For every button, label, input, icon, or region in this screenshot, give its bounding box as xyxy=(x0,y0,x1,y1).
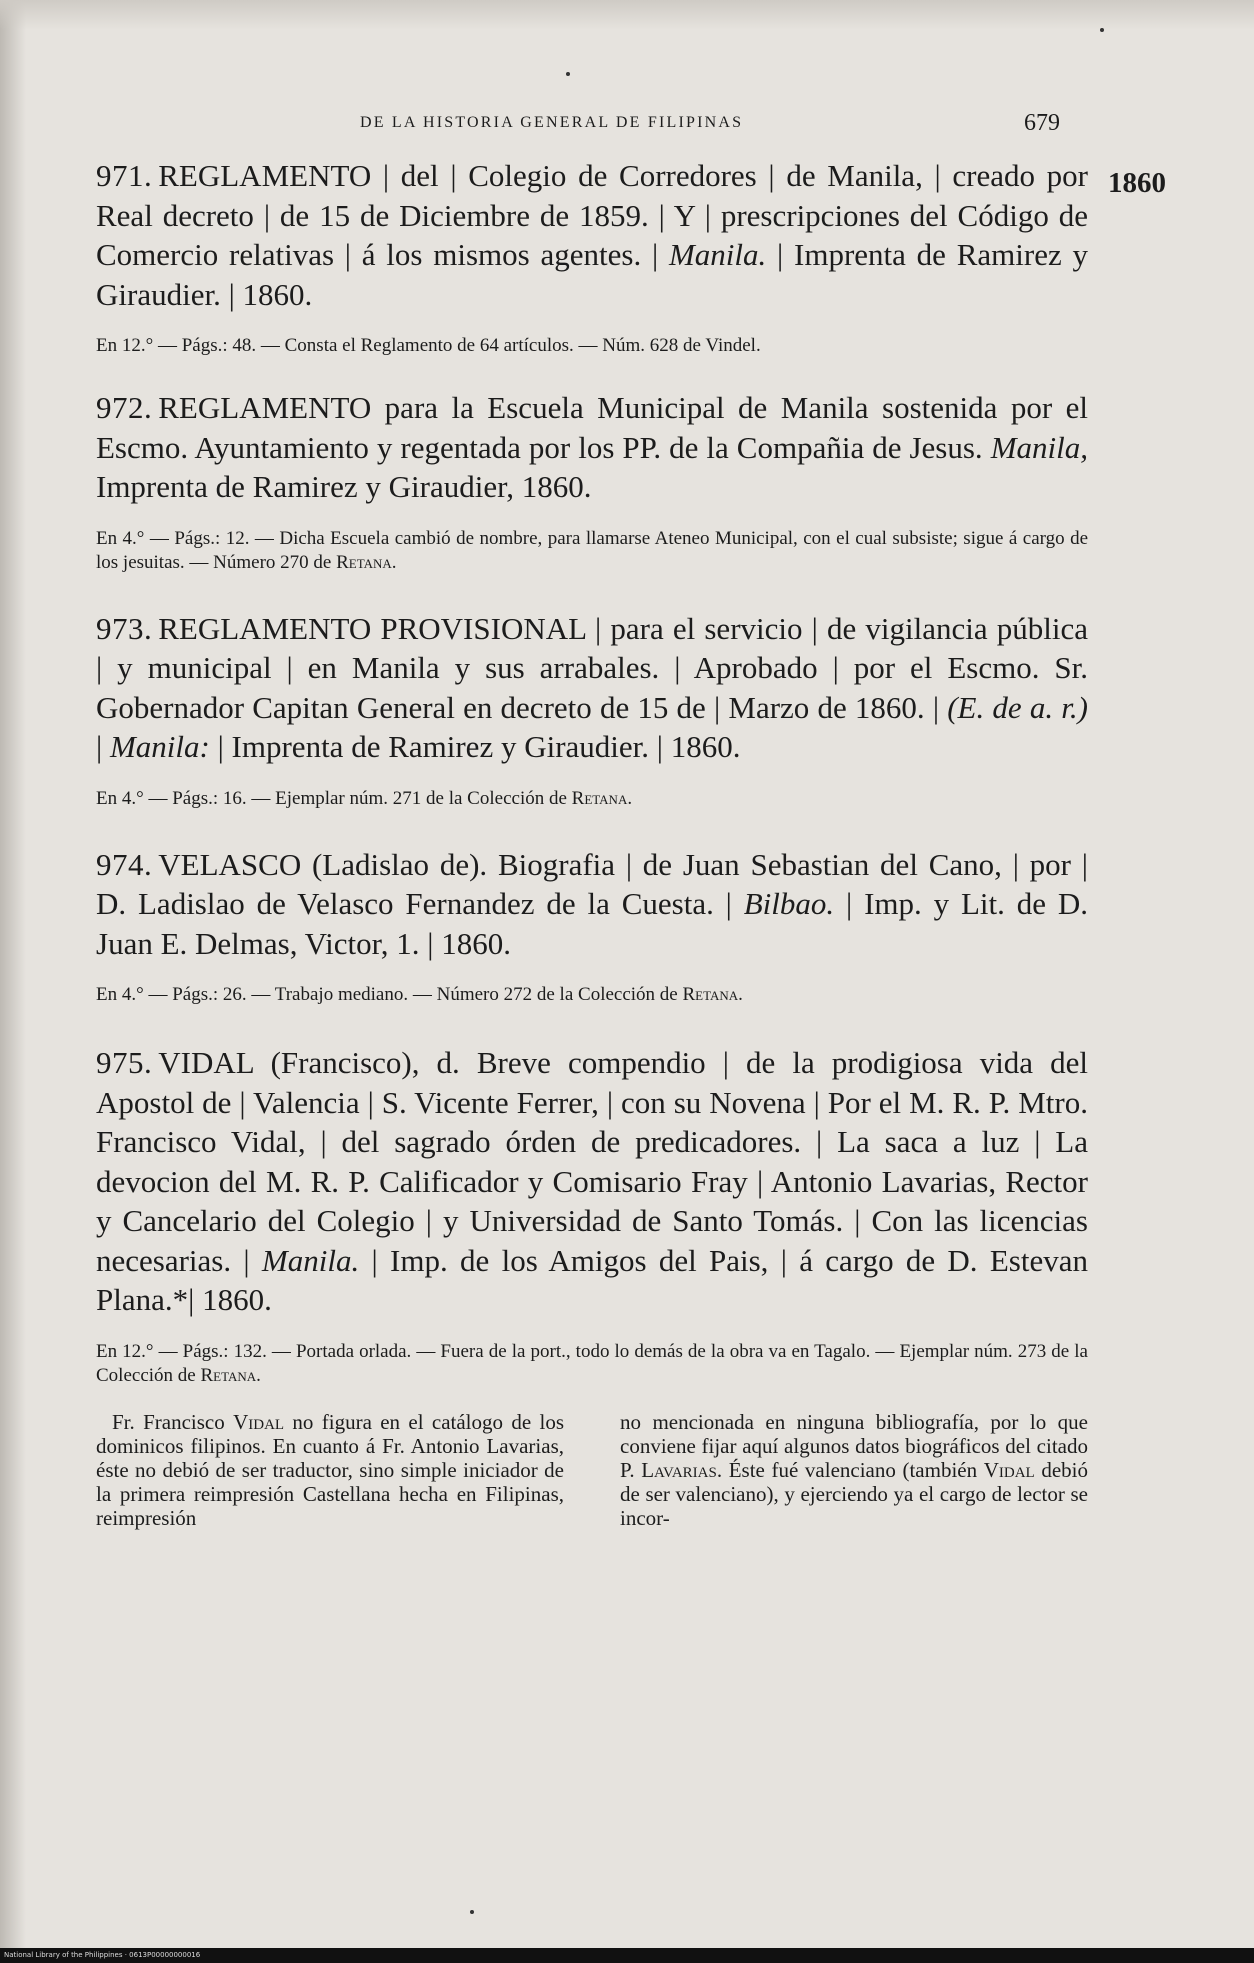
commentary-right-column: no mencionada en ninguna bibliografía, por lo que conviene fijar aquí algunos datos biográficos del citado P. Lavarias. Éste fué valenciano (también Vidal debió de ser valenciano), y ejerciendo ya el cargo de lector se incor- xyxy=(620,1409,1089,1530)
entry-number: 975. xyxy=(96,1045,153,1080)
entry-number: 972. xyxy=(96,390,153,425)
entry-971 xyxy=(96,156,1088,358)
entry-note: En 4.° — Págs.: 16. — Ejemplar núm. 271 de la Colección de Retana. xyxy=(96,787,633,809)
entry-note: En 12.° — Págs.: 132. — Portada orlada. — Fuera de la port., todo lo demás de la obra va en Tagalo. — Ejemplar núm. 273 de la Colección de Retana. xyxy=(96,1340,1088,1386)
page-top-shadow xyxy=(0,0,1254,30)
page-body xyxy=(96,156,1088,1530)
margin-year: 1860 xyxy=(1108,167,1166,199)
entry-main-text: 971. REGLAMENTO | del | Colegio de Corredores | de Manila, | creado por Real decreto | de 15 de Diciembre de 1859. | Y | prescripciones del Código de Comercio relativas | á los mismos agentes. | Manila. | Imprenta de Ramirez y Giraudier. | 1860. xyxy=(96,158,1088,312)
entry-973 xyxy=(96,609,1088,811)
entry-main-text: 972. REGLAMENTO para la Escuela Municipal de Manila sostenida por el Escmo. Ayuntamiento y regentada por los PP. de la Compañia de Jesus. Manila, Imprenta de Ramirez y Giraudier, 1860. xyxy=(96,390,1088,504)
entry-note: En 4.° — Págs.: 26. — Trabajo mediano. — Número 272 de la Colección de Retana. xyxy=(96,984,743,1005)
place-of-publication: Manila: xyxy=(109,729,210,764)
ink-speck xyxy=(566,72,570,76)
ink-speck xyxy=(470,1910,474,1914)
commentary-columns xyxy=(96,1410,1088,1530)
entry-number: 974. xyxy=(96,846,153,882)
entry-number: 971. xyxy=(96,158,153,193)
page-gutter-shadow xyxy=(0,0,26,1963)
entry-972 xyxy=(96,388,1088,575)
entry-975 xyxy=(96,1043,1088,1388)
entry-main-text: 973. REGLAMENTO PROVISIONAL | para el servicio | de vigilancia pública | y municipal | en Manila y sus arrabales. | Aprobado | por el Escmo. Sr. Gobernador Capitan General en decreto de 15 de | Marzo de 1860. | (E. de a. r.) | Manila: | Imprenta de Ramirez y Giraudier. | 1860. xyxy=(96,610,1088,764)
entry-note: En 12.° — Págs.: 48. — Consta el Reglamento de 64 artículos. — Núm. 628 de Vindel. xyxy=(96,335,761,356)
running-title: DE LA HISTORIA GENERAL DE FILIPINAS xyxy=(360,114,744,131)
entry-974 xyxy=(96,845,1088,1008)
entry-number: 973. xyxy=(96,610,153,646)
entry-main-text: 974. VELASCO (Ladislao de). Biografia | de Juan Sebastian del Cano, | por | D. Ladislao de Velasco Fernandez de la Cuesta. | Bilbao. | Imp. y Lit. de D. Juan E. Delmas, Victor, 1. | 1860. xyxy=(96,846,1089,961)
place-of-publication: Manila. xyxy=(668,237,767,272)
place-of-publication: Manila. xyxy=(261,1242,360,1278)
entry-main-text: 975. VIDAL (Francisco), d. Breve compendio | de la prodigiosa vida del Apostol de | Valencia | S. Vicente Ferrer, | con su Novena | Por el M. R. P. Mtro. Francisco Vidal, | del sagrado órden de predicadores. | La saca a luz | La devocion del M. R. P. Calificador y Comisario Fray | Antonio Lavarias, Rector y Cancelario del Colegio | y Universidad de Santo Tomás. | Con las licencias necesarias. | Manila. | Imp. de los Amigos del Pais, | á cargo de D. Estevan Plana.*| 1860. xyxy=(96,1045,1088,1317)
place-of-publication: Bilbao. xyxy=(743,886,835,921)
commentary-left-column: Fr. Francisco Vidal no figura en el catálogo de los dominicos filipinos. En cuanto á Fr. Antonio Lavarias, éste no debió de ser traductor, sino simple iniciador de la primera reimpresión Castellana hecha en Filipinas, reimpresión xyxy=(96,1409,565,1530)
page-number: 679 xyxy=(1024,110,1060,136)
entry-note: En 4.° — Págs.: 12. — Dicha Escuela cambió de nombre, para llamarse Ateneo Municipal, con el cual subsiste; sigue á cargo de los jesuitas. — Número 270 de Retana. xyxy=(96,527,1088,573)
place-of-publication: Manila, xyxy=(990,429,1088,465)
scan-footer-label: National Library of the Philippines · 0613P00000000016 xyxy=(4,1951,201,1959)
ink-speck xyxy=(1100,28,1104,32)
printer-mark: (E. de a. r.) xyxy=(947,689,1088,725)
